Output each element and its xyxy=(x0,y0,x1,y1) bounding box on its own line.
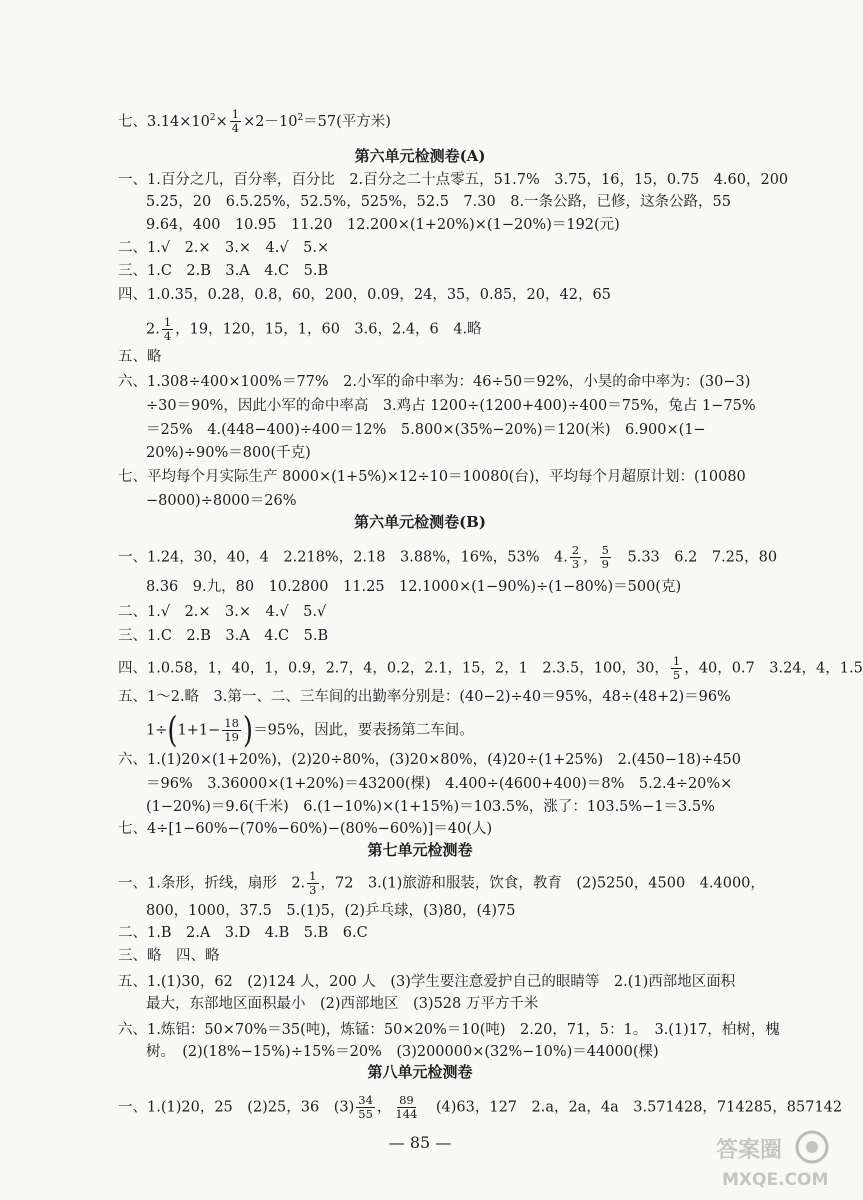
watermark-bottom-text: MXQE.COM xyxy=(722,1170,829,1190)
fraction: $\frac{1}{3}$ xyxy=(309,869,317,897)
answer-line: 五、略 xyxy=(118,349,162,365)
section-title-unit8: 第八单元检测卷 xyxy=(367,1063,473,1081)
answer-line: 树。 (2)(18%−15%)÷15%＝20% (3)200000×(32%−10%)＝44000(棵) xyxy=(146,1044,659,1060)
fraction: $\frac{2}{3}$ xyxy=(571,543,580,571)
answer-line: 8.36 9.九，80 10.2800 11.25 12.1000×(1−90%)÷(1−80%)＝500(克) xyxy=(146,579,682,595)
answer-line: ÷30＝90%，因此小军的命中率高 3.鸡占 1200÷(1200+400)÷400＝75%，兔占 1−75% xyxy=(146,398,756,414)
watermark-logo xyxy=(712,1125,830,1191)
answer-line: 七、平均每个月实际生产 8000×(1+5%)×12÷10＝10080(台)，平均每个月超原计划：(10080 xyxy=(118,469,746,485)
answer-line: 七、4÷[1−60%−(70%−60%)−(80%−60%)]＝40(人) xyxy=(118,821,493,837)
answer-line: 二、1.B 2.A 3.D 4.B 5.B 6.C xyxy=(118,925,368,941)
answer-line: 5.25，20 6.5.25%，52.5%，525%，52.5 7.30 8.一条公路，已修，这条公路，55 xyxy=(146,194,732,210)
section-title-unit7: 第七单元检测卷 xyxy=(367,841,473,859)
answer-line: 800，1000，37.5 5.(1)5，(2)乒乓球，(3)80，(4)75 xyxy=(146,903,516,919)
answer-line: 二、1.√ 2.× 3.× 4.√ 5.× xyxy=(118,240,330,256)
answer-line: 最大，东部地区面积最小 (2)西部地区 (3)528 万平方千米 xyxy=(146,996,539,1012)
answer-line: 四、1.0.58，1，40，1，0.9，2.7，4，0.2，2.1，15，2，1 2.3.5，100，30， $\frac{1}{5}$ ，40，0.7 3.24，4，1.5 xyxy=(118,654,863,682)
answer-line: 一、1.(1)20，25 (2)25，36 (3) $\frac{34}{55}$ ， $\frac{89}{144}$ (4)63，127 2.a，2a，4a 3.571428，714285，857142 xyxy=(118,1093,843,1121)
section-title-unit6b: 第六单元检测卷(B) xyxy=(354,513,486,531)
answer-line: 六、1.炼铝：50×70%＝35(吨)，炼锰：50×20%＝10(吨) 2.20，71，5：1。 3.(1)17，柏树，槐 xyxy=(118,1022,780,1038)
fraction: $\frac{1}{4}$ xyxy=(231,107,240,136)
answer-line: 20%)÷90%＝800(千克) xyxy=(146,445,311,461)
section-title-unit6a: 第六单元检测卷(A) xyxy=(354,147,486,165)
fraction: $\frac{34}{55}$ xyxy=(358,1093,373,1121)
fraction: $\frac{18}{19}$ xyxy=(224,716,239,744)
answer-line: 四、1.0.35，0.28，0.8，60，200，0.09，24，35，0.85，20，42，65 xyxy=(118,287,611,303)
fraction: $\frac{1}{4}$ xyxy=(163,315,172,343)
answer-line: 六、1.(1)20×(1+20%)，(2)20÷80%，(3)20×80%，(4)20÷(1+25%) 2.(450−18)÷450 xyxy=(118,752,741,768)
answer-line: 1÷(1+1− $\frac{18}{19}$ )＝95%，因此，要表扬第二车间。 xyxy=(146,710,474,751)
answer-line: 五、1～2.略 3.第一、二、三车间的出勤率分别是：(40−2)÷40＝95%，48÷(48+2)＝96% xyxy=(118,689,731,705)
answer-line: ＝25% 4.(448−400)÷400＝12% 5.800×(35%−20%)＝120(米) 6.900×(1− xyxy=(146,422,706,438)
answer-line: 9.64，400 10.95 11.20 12.200×(1+20%)×(1−20%)＝192(元) xyxy=(146,217,620,233)
answer-line: 三、1.C 2.B 3.A 4.C 5.B xyxy=(118,628,329,644)
answer-line: 一、1.24，30，40，4 2.218%，2.18 3.88%，16%，53% 4. $\frac{2}{3}$ ， $\frac{5}{9}$ 5.33 6.2 7.25，80 xyxy=(118,543,778,571)
fraction: $\frac{1}{5}$ xyxy=(672,654,681,682)
answer-line: 五、1.(1)30，62 (2)124 人，200 人 (3)学生要注意爱护自己的眼睛等 2.(1)西部地区面积 xyxy=(118,974,736,990)
fraction: $\frac{5}{9}$ xyxy=(601,543,609,571)
answer-line: −8000)÷8000＝26% xyxy=(146,493,297,509)
answer-line: (1−20%)＝9.6(千米) 6.(1−10%)×(1+15%)＝103.5%，涨了：103.5%−1＝3.5% xyxy=(146,799,715,815)
fraction: $\frac{89}{144}$ xyxy=(395,1093,418,1121)
answer-line: 一、1.百分之几，百分率，百分比 2.百分之二十点零五，51.7% 3.75，16，15，0.75 4.60，200 xyxy=(118,172,789,188)
answer-line: 三、略 四、略 xyxy=(118,948,220,964)
answer-line: 七、$3.14\times 10^2\times$ $\frac{1}{4}$ $\times 2-10^2=57$(平方米) xyxy=(118,107,391,136)
answer-line: 三、1.C 2.B 3.A 4.C 5.B xyxy=(118,263,329,279)
answer-line: 六、1.308÷400×100%＝77% 2.小军的命中率为：46÷50＝92%，小昊的命中率为：(30−3) xyxy=(118,374,751,390)
page-number: — 85 — xyxy=(388,1133,452,1152)
answer-line: ＝96% 3.36000×(1+20%)＝43200(棵) 4.400÷(4600+400)＝8% 5.2.4÷20%× xyxy=(146,776,733,792)
watermark-top-text: 答案圈 xyxy=(716,1138,783,1163)
answer-line: 2. $\frac{1}{4}$ ，19，120，15，1，60 3.6，2.4，6 4.略 xyxy=(146,315,482,343)
answer-line: 一、1.条形，折线，扇形 2. $\frac{1}{3}$ ，72 3.(1)旅游和服装，饮食，教育 (2)5250，4500 4.4000， xyxy=(118,869,765,897)
answer-line: 二、1.√ 2.× 3.× 4.√ 5.√ xyxy=(118,604,327,620)
